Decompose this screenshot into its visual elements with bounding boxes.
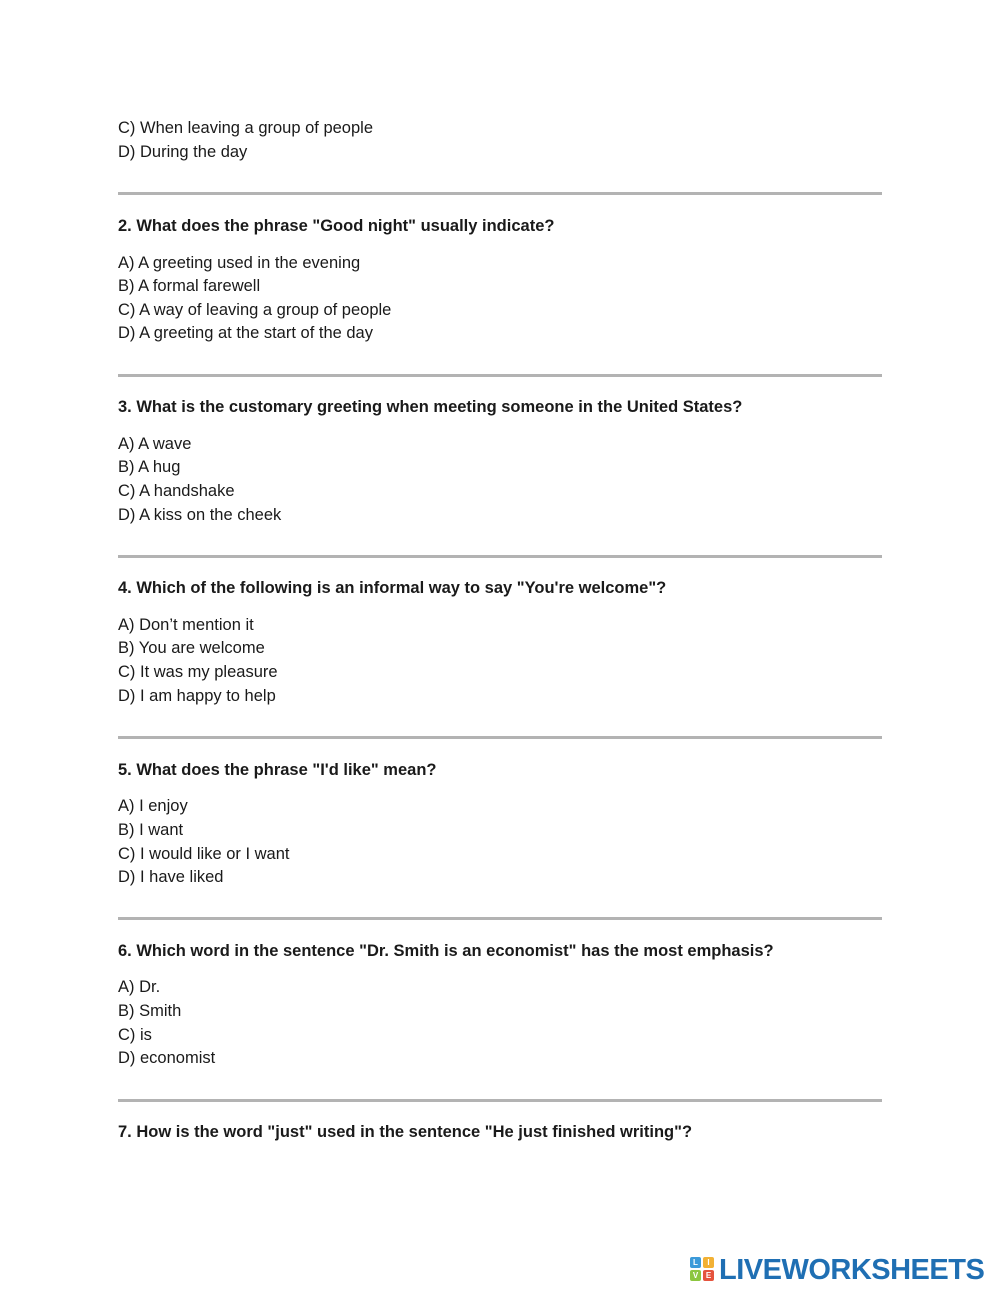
option-6c: C) is — [118, 1026, 152, 1044]
question-7: 7. How is the word "just" used in the sentence "He just finished writing"? — [118, 1123, 693, 1141]
option-3a: A) A wave — [118, 435, 192, 453]
option-5b: B) I want — [118, 821, 184, 839]
option-4d: D) I am happy to help — [118, 687, 276, 705]
divider — [118, 374, 882, 377]
option-2c: C) A way of leaving a group of people — [118, 301, 392, 319]
option-4a: A) Don’t mention it — [118, 616, 254, 634]
question-2: 2. What does the phrase "Good night" usually indicate? — [118, 217, 555, 235]
divider — [118, 192, 882, 195]
divider — [118, 555, 882, 558]
option-6b: B) Smith — [118, 1002, 182, 1020]
logo-letter-e: E — [703, 1270, 714, 1281]
logo-letter-v: V — [690, 1270, 701, 1281]
option-5a: A) I enjoy — [118, 797, 188, 815]
option-3b: B) A hug — [118, 458, 181, 476]
option-4b: B) You are welcome — [118, 639, 265, 657]
divider — [118, 917, 882, 920]
option-3d: D) A kiss on the cheek — [118, 506, 282, 524]
question-5: 5. What does the phrase "I'd like" mean? — [118, 761, 437, 779]
option-1c: C) When leaving a group of people — [118, 119, 373, 137]
option-2b: B) A formal farewell — [118, 277, 261, 295]
logo-letter-i: I — [703, 1257, 714, 1268]
option-6a: A) Dr. — [118, 978, 161, 996]
option-1d: D) During the day — [118, 143, 248, 161]
option-2d: D) A greeting at the start of the day — [118, 324, 373, 342]
liveworksheets-logo — [690, 1255, 984, 1285]
question-4: 4. Which of the following is an informal way to say "You're welcome"? — [118, 579, 667, 597]
option-6d: D) economist — [118, 1049, 216, 1067]
question-3: 3. What is the customary greeting when meeting someone in the United States? — [118, 398, 743, 416]
option-4c: C) It was my pleasure — [118, 663, 278, 681]
option-5d: D) I have liked — [118, 868, 224, 886]
logo-letter-l: L — [690, 1257, 701, 1268]
logo-text: LIVEWORKSHEETS — [719, 1254, 985, 1286]
question-6: 6. Which word in the sentence "Dr. Smith is an economist" has the most emphasis? — [118, 942, 774, 960]
option-5c: C) I would like or I want — [118, 845, 290, 863]
option-3c: C) A handshake — [118, 482, 235, 500]
divider — [118, 736, 882, 739]
liveworksheets-logo-icon — [690, 1257, 716, 1283]
divider — [118, 1099, 882, 1102]
option-2a: A) A greeting used in the evening — [118, 254, 361, 272]
